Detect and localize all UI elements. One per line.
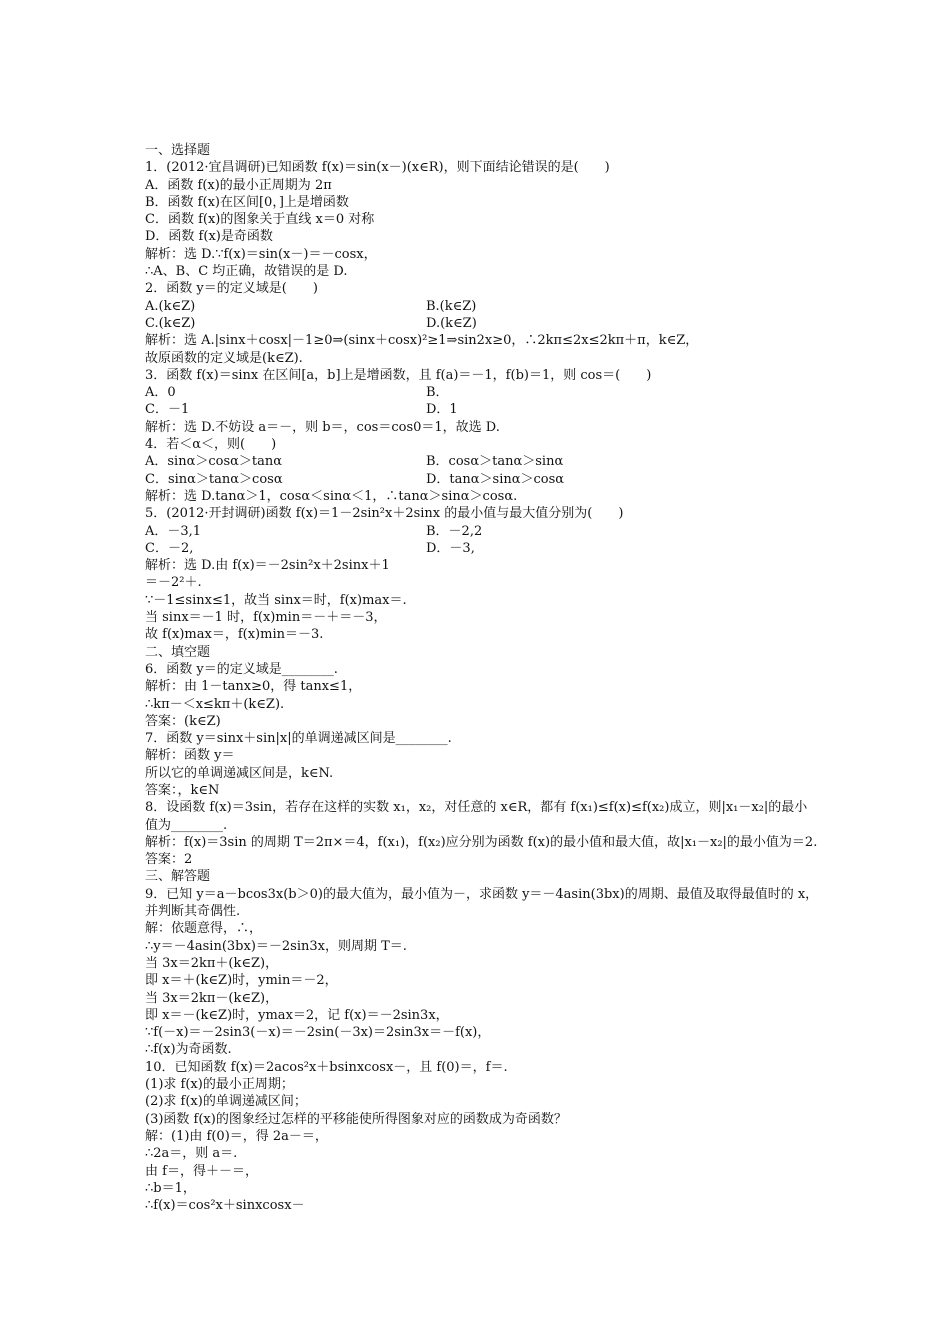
q9-solution-line: 即 x＝－(k∈Z)时，ymax＝2，记 f(x)＝－2sin3x， — [145, 1007, 449, 1023]
q10-solution-line: ∴2a＝，则 a＝. — [145, 1146, 238, 1162]
q9-stem: 9．已知 y＝a－bcos3x(b＞0)的最大值为，最小值为－，求函数 y＝－4asin(3bx)的周期、最值及取得最值时的 x，并判断其奇偶性. — [145, 886, 819, 920]
q6-solution-line: ∴kπ－＜x≤kπ＋(k∈Z). — [145, 696, 285, 712]
q10-stem: 10．已知函数 f(x)＝2acos²x＋bsinxcosx－，且 f(0)＝，f＝. — [145, 1059, 508, 1075]
q6-stem: 6．函数 y＝的定义域是________. — [145, 661, 338, 677]
q8-solution: 解析：f(x)＝3sin 的周期 T＝2π×＝4，f(x₁)，f(x₂)应分别为函数 f(x)的最小值和最大值，故|x₁－x₂|的最小值为＝2. — [145, 834, 818, 850]
q4-option-b: B．cosα＞tanα＞sinα — [426, 454, 564, 470]
q5-option-a: A．－3,1 — [145, 523, 202, 539]
q2-options-row — [145, 315, 820, 332]
q3-stem: 3．函数 f(x)＝sinx 在区间[a，b]上是增函数，且 f(a)＝－1，f(b)＝1，则 cos＝( ) — [145, 367, 652, 383]
q9-solution-line: 解：依题意得，∴， — [145, 921, 263, 937]
q7-answer: 答案：，k∈N — [145, 782, 220, 798]
section-heading-solve: 三、解答题 — [145, 869, 211, 885]
q1-option-c: C．函数 f(x)的图象关于直线 x＝0 对称 — [145, 212, 375, 228]
q10-part-3: (3)函数 f(x)的图象经过怎样的平移能使所得图象对应的函数成为奇函数？ — [145, 1111, 567, 1127]
q9-solution-line: 当 3x＝2kπ－(k∈Z)， — [145, 990, 279, 1006]
q1-solution-line: ∴A、B、C 均正确，故错误的是 D. — [145, 264, 348, 280]
q5-stem: 5．(2012·开封调研)函数 f(x)＝1－2sin²x＋2sinx 的最小值与最大值分别为( ) — [145, 506, 624, 522]
q10-part-2: (2)求 f(x)的单调递减区间； — [145, 1094, 307, 1110]
q1-solution-line: 解析：选 D.∵f(x)＝sin(x－)＝－cosx， — [145, 246, 377, 262]
q5-option-d: D．－3, — [426, 540, 475, 556]
q4-solution-line: 解析：选 D.tanα＞1，cosα＜sinα＜1，∴tanα＞sinα＞cosα. — [145, 488, 518, 504]
q2-solution-line: 解析：选 A.|sinx＋cosx|－1≥0⇒(sinx＋cosx)²≥1⇒sin2x≥0，∴2kπ≤2x≤2kπ＋π，k∈Z， — [145, 333, 699, 349]
q9-solution-line: ∴y＝－4asin(3bx)＝－2sin3x，则周期 T＝. — [145, 938, 407, 954]
q5-solution-line: 解析：选 D.由 f(x)＝－2sin²x＋2sinx＋1 — [145, 558, 390, 574]
worksheet-content — [145, 142, 820, 1214]
section-heading-fill: 二、填空题 — [145, 644, 211, 660]
q10-solution-line: ∴b＝1， — [145, 1180, 196, 1196]
q9-solution-line: 当 3x＝2kπ＋(k∈Z)， — [145, 955, 279, 971]
q5-option-b: B．－2,2 — [426, 523, 483, 539]
q8-stem: 8．设函数 f(x)＝3sin，若存在这样的实数 x₁，x₂，对任意的 x∈R，都有 f(x₁)≤f(x)≤f(x₂)成立，则|x₁－x₂|的最小值为________. — [145, 800, 808, 833]
q9-solution-line: ∴f(x)为奇函数. — [145, 1042, 232, 1058]
q7-stem: 7．函数 y＝sinx＋sin|x|的单调递减区间是________. — [145, 731, 452, 747]
q5-option-c: C．－2, — [145, 540, 194, 556]
q6-answer: 答案：(k∈Z) — [145, 713, 221, 729]
q2-stem: 2．函数 y＝的定义域是( ) — [145, 281, 318, 297]
q6-solution-line: 解析：由 1－tanx≥0，得 tanx≤1， — [145, 679, 362, 695]
q4-options-row — [145, 471, 820, 488]
q4-options-row — [145, 453, 820, 470]
q3-options-row — [145, 401, 820, 418]
section-heading-choice: 一、选择题 — [145, 143, 211, 158]
q5-options-row — [145, 540, 820, 557]
q2-option-a: A.(k∈Z) — [145, 298, 196, 314]
q3-options-row — [145, 384, 820, 401]
q3-option-d: D．1 — [426, 402, 458, 418]
q5-solution-line: 当 sinx＝－1 时，f(x)min＝－＋＝－3， — [145, 610, 387, 626]
q2-options-row — [145, 298, 820, 315]
q8-answer: 答案：2 — [145, 852, 193, 868]
q10-solution-line: 由 f＝，得＋－＝， — [145, 1163, 258, 1179]
q3-option-c: C．－1 — [145, 402, 190, 418]
q3-option-a: A．0 — [145, 385, 176, 401]
q2-solution-line: 故原函数的定义域是(k∈Z). — [145, 350, 303, 366]
q1-option-b: B．函数 f(x)在区间[0，]上是增函数 — [145, 194, 349, 210]
q10-part-1: (1)求 f(x)的最小正周期； — [145, 1077, 294, 1093]
q2-option-d: D.(k∈Z) — [426, 315, 477, 331]
q5-solution-line: 故 f(x)max＝，f(x)min＝－3. — [145, 627, 324, 643]
q4-option-a: A．sinα＞cosα＞tanα — [145, 454, 283, 470]
q4-option-c: C．sinα＞tanα＞cosα — [145, 471, 283, 487]
q1-option-a: A．函数 f(x)的最小正周期为 2π — [145, 177, 332, 193]
q4-option-d: D．tanα＞sinα＞cosα — [426, 471, 565, 487]
q3-solution-line: 解析：选 D.不妨设 a＝－，则 b＝，cos＝cos0＝1，故选 D. — [145, 419, 500, 435]
q9-solution-line: ∵f(－x)＝－2sin3(－x)＝－2sin(－3x)＝2sin3x＝－f(x)， — [145, 1025, 491, 1041]
q9-solution-line: 即 x＝＋(k∈Z)时，ymin＝－2， — [145, 973, 338, 989]
q10-solution-line: 解：(1)由 f(0)＝，得 2a－＝， — [145, 1128, 328, 1144]
q7-solution-line: 解析：函数 y＝ — [145, 748, 235, 764]
q1-stem: 1．(2012·宜昌调研)已知函数 f(x)＝sin(x－)(x∈R)，则下面结论错误的是( ) — [145, 160, 610, 176]
q5-solution-line: ＝－2²＋. — [145, 575, 202, 591]
q2-option-b: B.(k∈Z) — [426, 298, 477, 314]
q5-solution-line: ∵－1≤sinx≤1，故当 sinx＝时，f(x)max＝. — [145, 592, 407, 608]
q2-option-c: C.(k∈Z) — [145, 315, 196, 331]
q10-solution-line: ∴f(x)＝cos²x＋sinxcosx－ — [145, 1198, 305, 1214]
q1-option-d: D．函数 f(x)是奇函数 — [145, 229, 273, 245]
q4-stem: 4．若＜α＜，则( ) — [145, 437, 277, 453]
q7-solution-line: 所以它的单调递减区间是，k∈N. — [145, 765, 334, 781]
q3-option-b: B． — [426, 385, 449, 401]
q5-options-row — [145, 523, 820, 540]
